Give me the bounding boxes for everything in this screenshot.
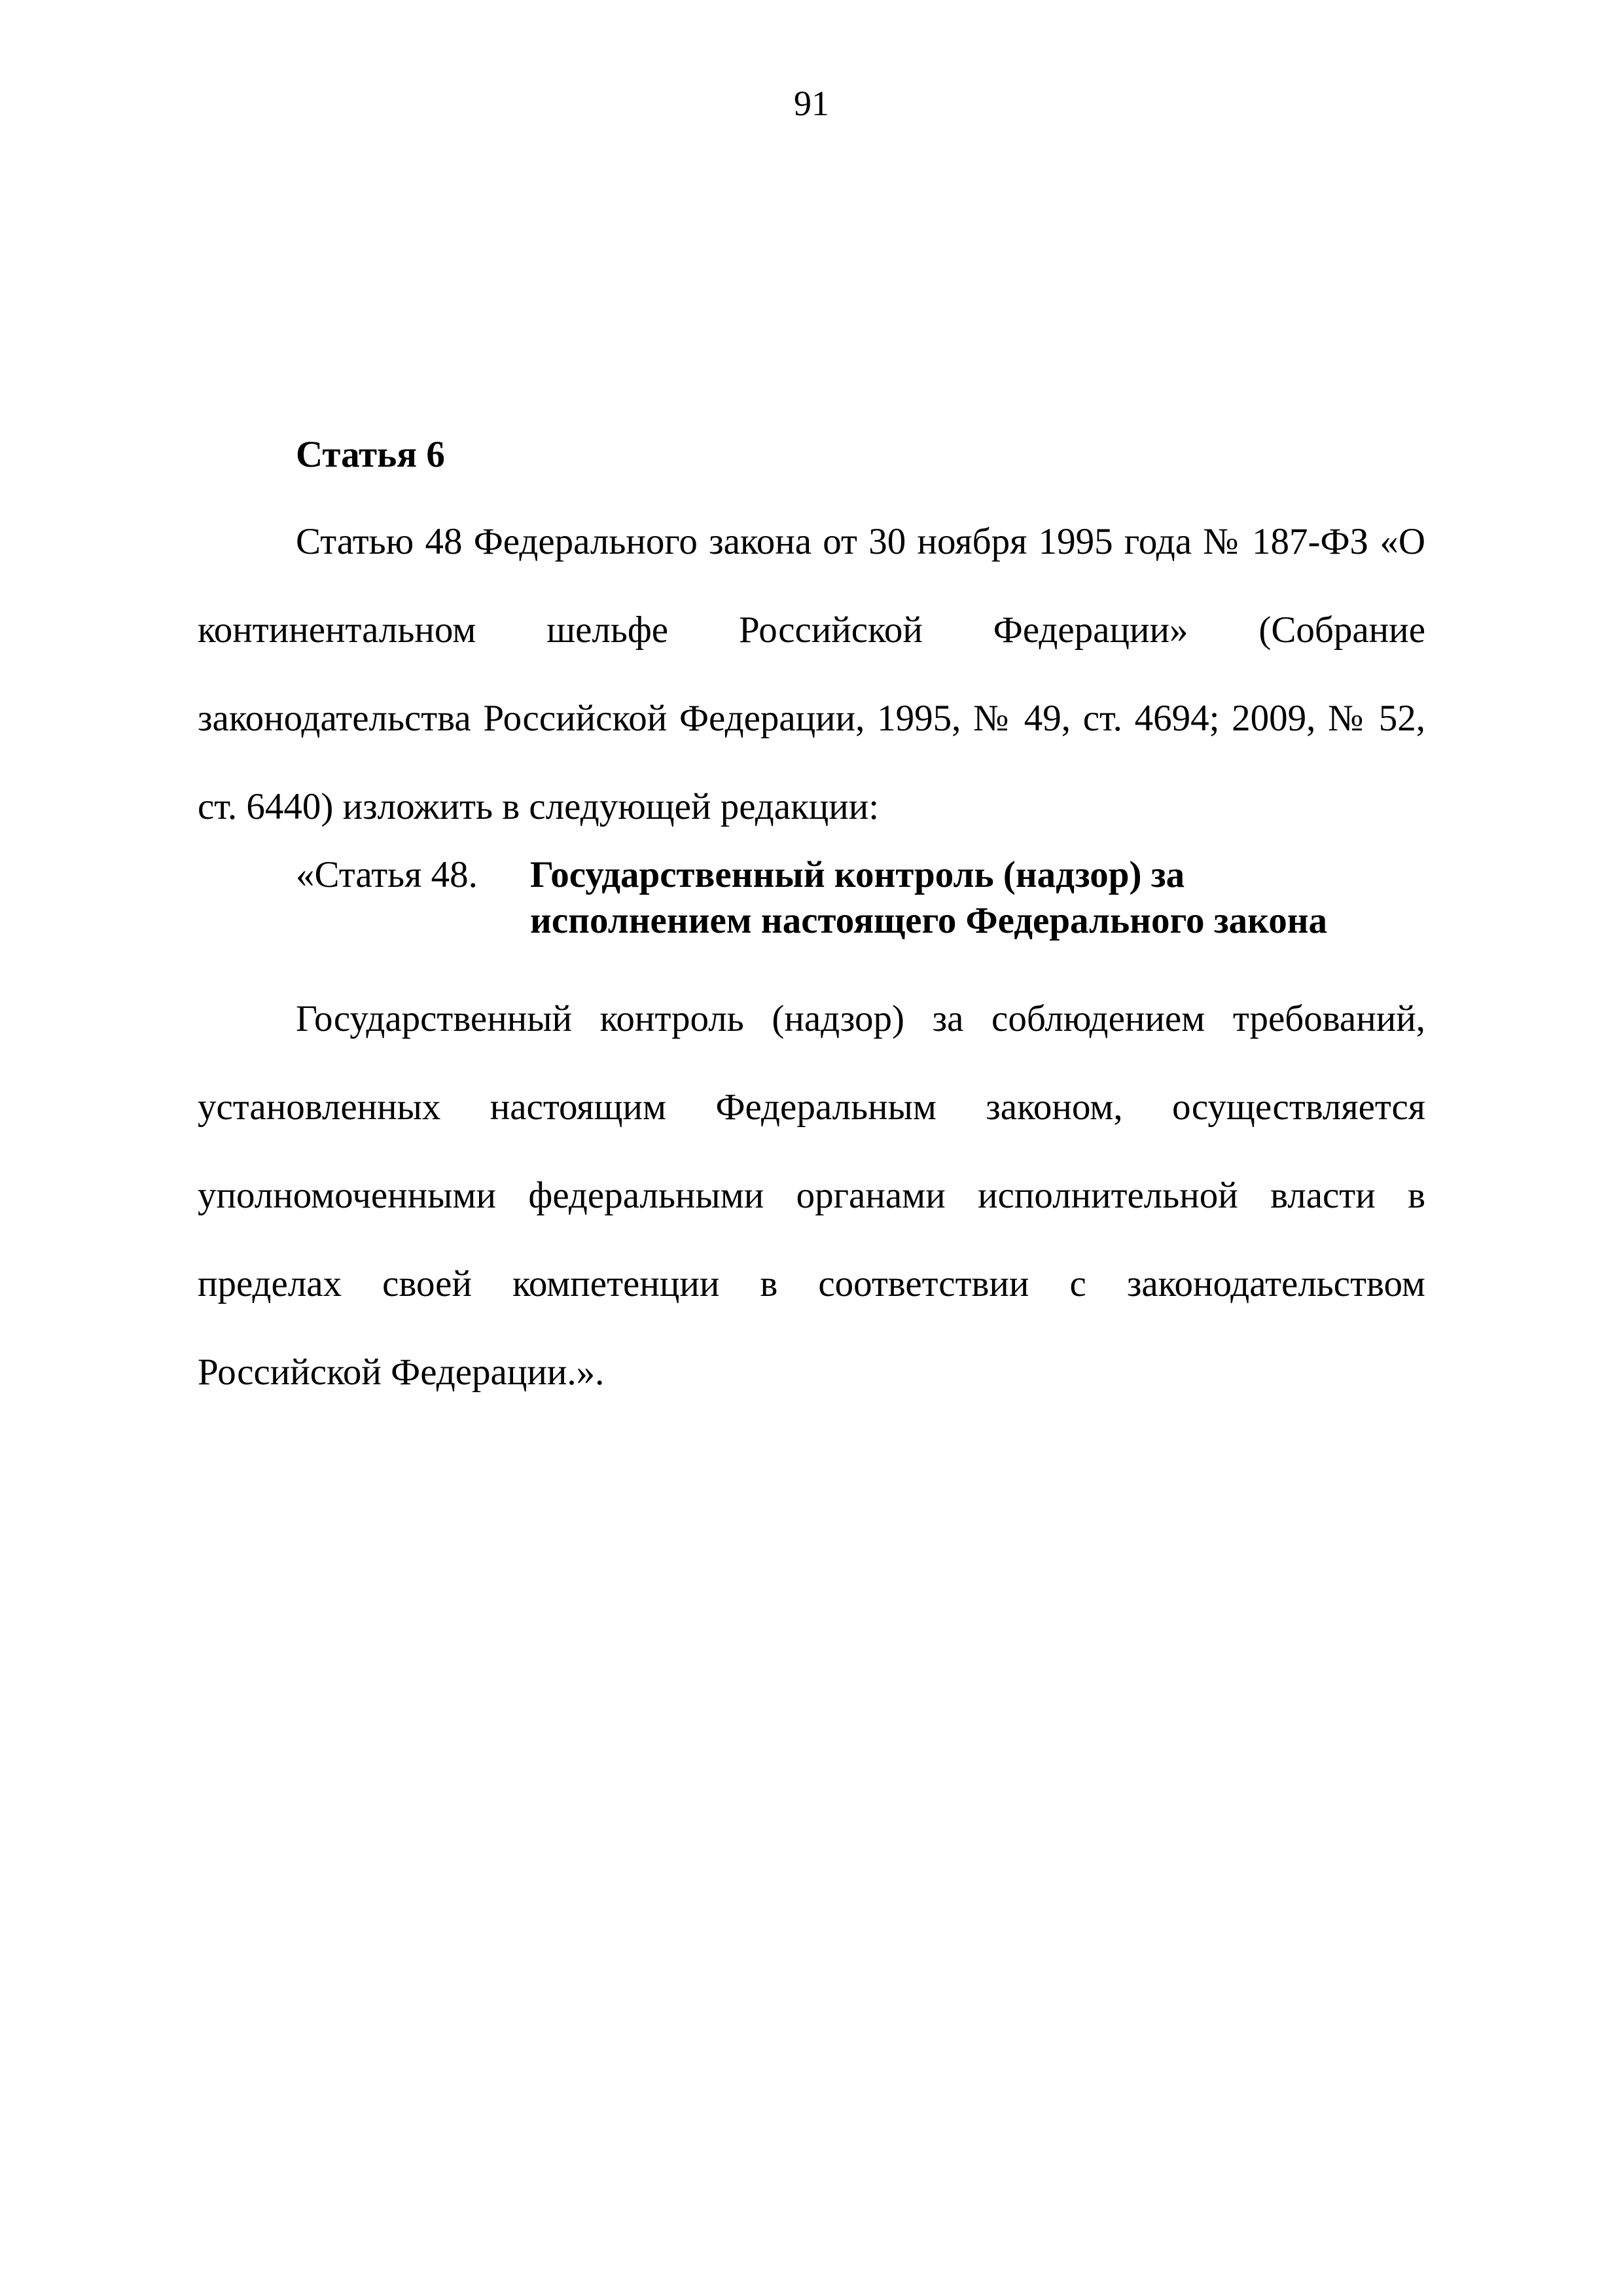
amended-article-title-line-1: Государственный контроль (надзор) за <box>530 854 1185 895</box>
page-number: 91 <box>794 84 829 123</box>
article-title: Статья 6 <box>296 434 445 475</box>
amended-article-paragraph: Государственный контроль (надзор) за соблюдением требований, установленных настоящим Федеральным законом, осуществляется уполномоченными федеральными органами исполнительной власти в пределах своей компетенции в соответствии с законодательством Российской Федерации.». <box>198 998 1425 1393</box>
amended-article-title <box>530 852 1446 944</box>
amended-article-label: «Статья 48. <box>296 854 478 895</box>
amended-article-title-line-2: исполнением настоящего Федерального закона <box>530 900 1328 941</box>
article-paragraph: Статью 48 Федерального закона от 30 ноября 1995 года № 187-ФЗ «О континентальном шельфе Российской Федерации» (Собрание законодательства Российской Федерации, 1995, № 49, ст. 4694; 2009, № 52, ст. 6440) изложить в следующей редакции: <box>198 521 1425 827</box>
